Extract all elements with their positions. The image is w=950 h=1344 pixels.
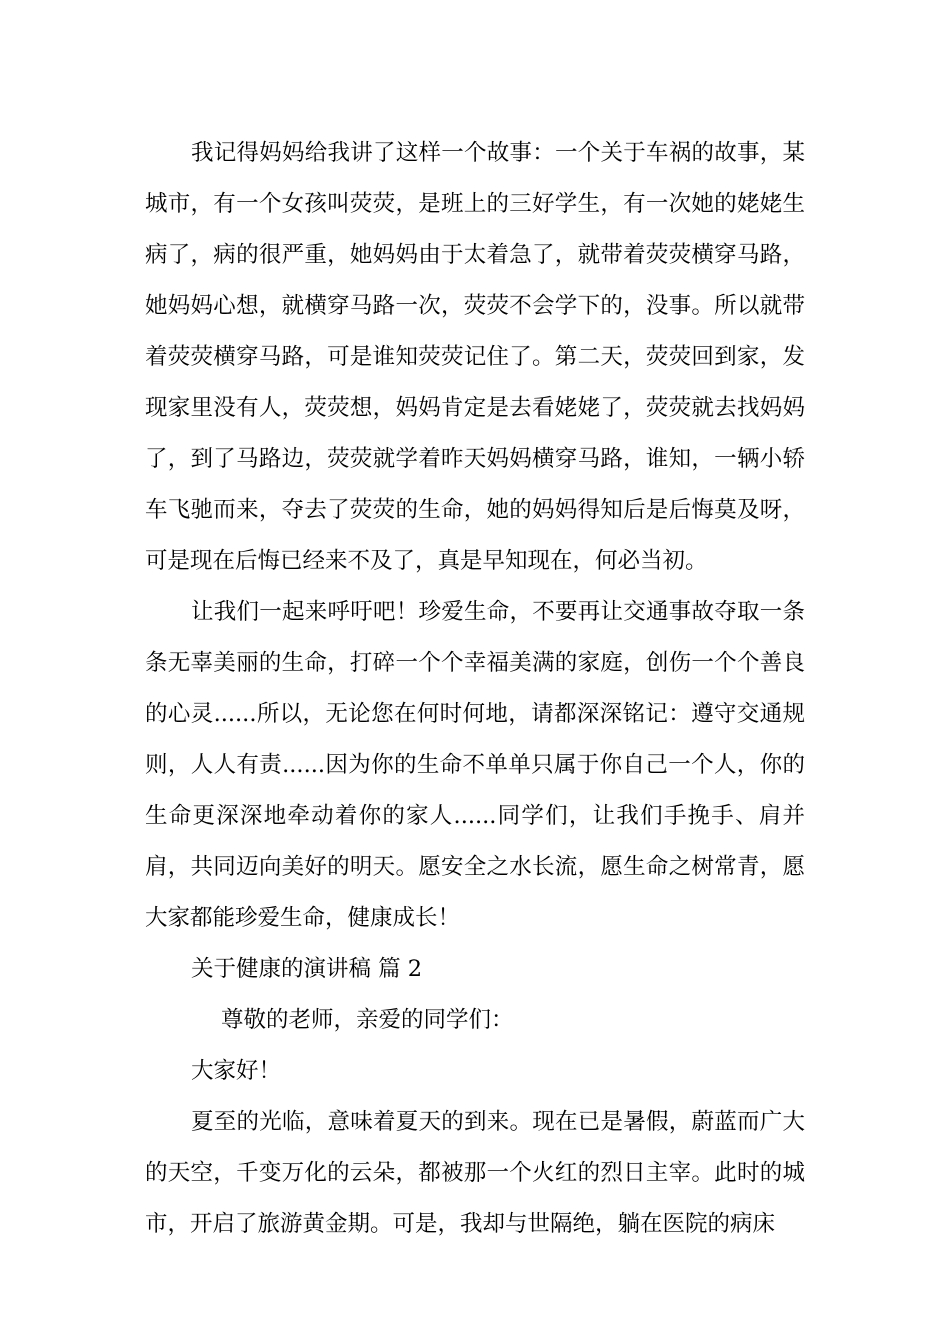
salutation-line: 尊敬的老师，亲爱的同学们： (221, 1007, 514, 1033)
section-heading: 关于健康的演讲稿 篇 2 (191, 956, 423, 982)
appeal-paragraph: 让我们一起来呼吁吧！珍爱生命，不要再让交通事故夺取一条条无辜美丽的生命，打碎一个个幸福美满的家庭，创伤一个个善良的心灵......所以，无论您在何时何地，请都深深铭记：遵守交通规则，人人有责......因为你的生命不单单只属于你自己一个人，你的生命更深深地牵动着你的家人......同学们，让我们手挽手、肩并肩，共同迈向美好的明天。愿安全之水长流，愿生命之树常青，愿大家都能珍爱生命，健康成长！ (145, 599, 805, 931)
greeting-line: 大家好！ (191, 1058, 282, 1084)
document-body (145, 128, 805, 1250)
story-paragraph: 我记得妈妈给我讲了这样一个故事：一个关于车祸的故事，某城市，有一个女孩叫荧荧，是班上的三好学生，有一次她的姥姥生病了，病的很严重，她妈妈由于太着急了，就带着荧荧横穿马路，她妈妈心想，就横穿马路一次，荧荧不会学下的，没事。所以就带着荧荧横穿马路，可是谁知荧荧记住了。第二天，荧荧回到家，发现家里没有人，荧荧想，妈妈肯定是去看姥姥了，荧荧就去找妈妈了，到了马路边，荧荧就学着昨天妈妈横穿马路，谁知，一辆小轿车飞驰而来，夺去了荧荧的生命，她的妈妈得知后是后悔莫及呀，可是现在后悔已经来不及了，真是早知现在，何必当初。 (145, 140, 805, 574)
summer-paragraph: 夏至的光临，意味着夏天的到来。现在已是暑假，蔚蓝而广大的天空，千变万化的云朵，都被那一个火红的烈日主宰。此时的城市，开启了旅游黄金期。可是，我却与世隔绝，躺在医院的病床 (145, 1109, 805, 1237)
